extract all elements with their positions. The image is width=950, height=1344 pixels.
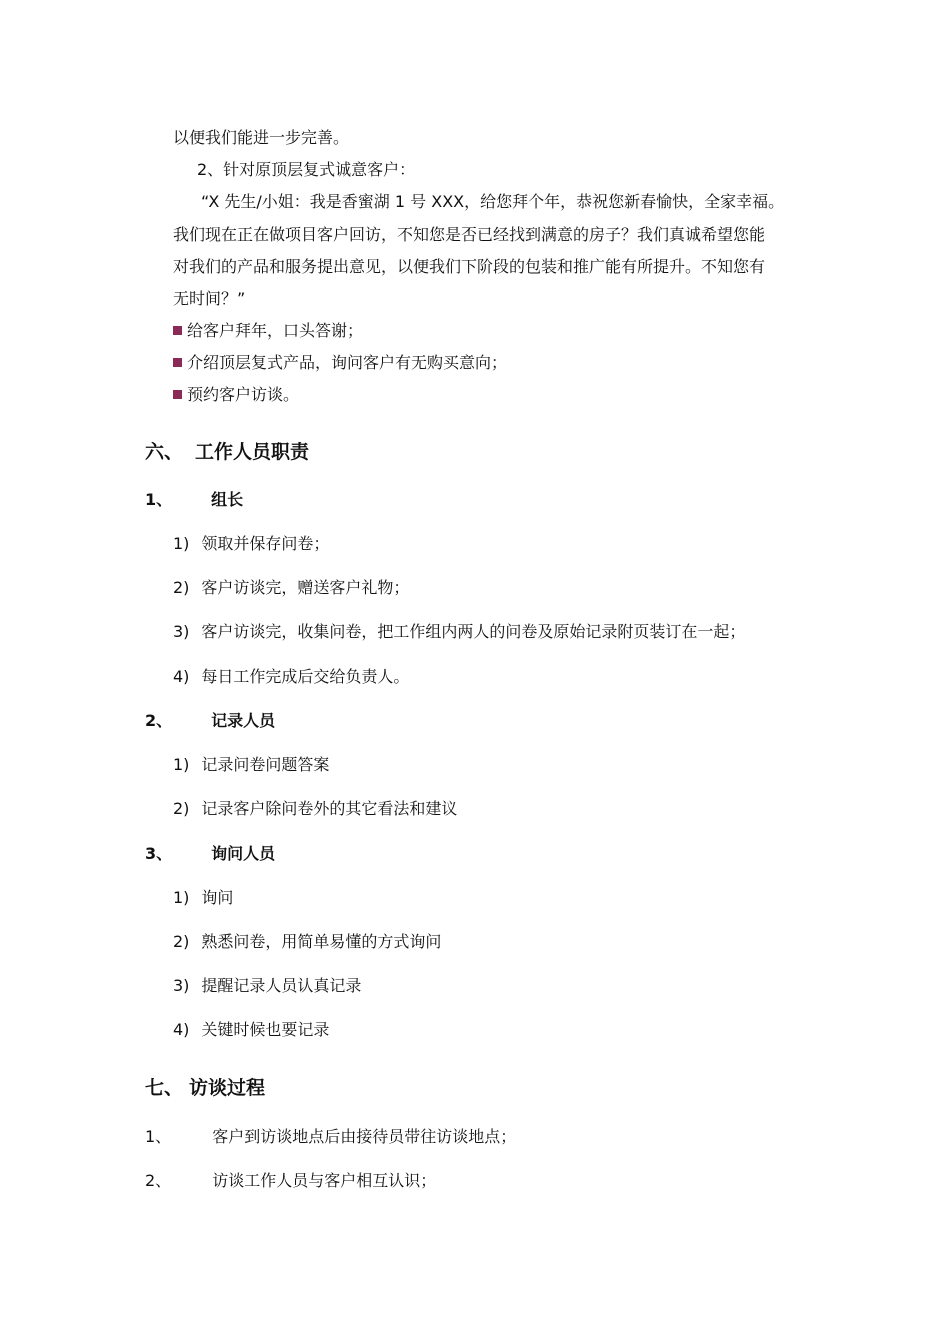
subheading-2: 2、针对原顶层复式诚意客户：: [197, 160, 416, 179]
intro-line: 以便我们能进一步完善。: [173, 128, 350, 147]
section-7-heading: [145, 1076, 265, 1100]
item-text: 记录客户除问卷外的其它看法和建议: [201, 799, 458, 818]
bullet-text: 介绍顶层复式产品，询问客户有无购买意向；: [187, 353, 508, 372]
item-text: 熟悉问卷，用简单易懂的方式询问: [201, 932, 442, 951]
item-number: 2): [173, 932, 190, 951]
step-text: 访谈工作人员与客户相互认识；: [212, 1171, 437, 1190]
quote-line-3: 对我们的产品和服务提出意见，以便我们下阶段的包装和推广能有所提升。不知您有: [173, 257, 766, 276]
item-number: 3): [173, 622, 190, 641]
item-text: 询问: [201, 888, 234, 907]
quote-line-4: 无时间？”: [173, 289, 246, 308]
role-title: 询问人员: [211, 844, 276, 863]
bullet-text: 给客户拜年，口头答谢；: [187, 321, 364, 340]
bullet-item: [173, 384, 299, 406]
item-text: 领取并保存问卷；: [201, 534, 330, 553]
section-number: 七、: [145, 1077, 184, 1099]
role-heading: [145, 489, 243, 511]
step-number: 1、: [145, 1127, 172, 1146]
bullet-item: [173, 352, 507, 374]
role-heading: [145, 710, 275, 732]
list-item: [173, 577, 409, 599]
section-title: 访谈过程: [189, 1077, 266, 1099]
item-number: 3): [173, 976, 190, 995]
item-number: 4): [173, 667, 190, 686]
list-item: [173, 887, 233, 909]
item-text: 客户访谈完，赠送客户礼物；: [201, 578, 410, 597]
item-number: 4): [173, 1020, 190, 1039]
item-text: 每日工作完成后交给负责人。: [201, 667, 410, 686]
role-heading: [145, 843, 275, 865]
item-text: 客户访谈完，收集问卷，把工作组内两人的问卷及原始记录附页装订在一起；: [201, 622, 746, 641]
list-item: [173, 931, 441, 953]
list-item: [173, 533, 329, 555]
bullet-text: 预约客户访谈。: [187, 385, 300, 404]
list-item: [173, 666, 409, 688]
item-text: 关键时候也要记录: [201, 1020, 330, 1039]
role-number: 1、: [145, 490, 173, 509]
list-item: [173, 975, 361, 997]
section-number: 六、: [145, 441, 184, 463]
square-bullet-icon: [173, 358, 182, 367]
role-title: 记录人员: [211, 711, 276, 730]
item-text: 提醒记录人员认真记录: [201, 976, 362, 995]
process-step: [145, 1170, 436, 1192]
item-number: 1): [173, 534, 190, 553]
step-text: 客户到访谈地点后由接待员带往访谈地点；: [212, 1127, 517, 1146]
list-item: [173, 754, 329, 776]
item-text: 记录问卷问题答案: [201, 755, 330, 774]
list-item: [173, 621, 745, 643]
process-step: [145, 1126, 516, 1148]
role-number: 2、: [145, 711, 173, 730]
section-6-heading: [145, 440, 309, 464]
step-number: 2、: [145, 1171, 172, 1190]
section-title: 工作人员职责: [195, 441, 310, 463]
item-number: 1): [173, 755, 190, 774]
role-number: 3、: [145, 844, 173, 863]
list-item: [173, 1019, 329, 1041]
role-title: 组长: [211, 490, 244, 509]
item-number: 2): [173, 799, 190, 818]
bullet-item: [173, 320, 363, 342]
item-number: 1): [173, 888, 190, 907]
square-bullet-icon: [173, 326, 182, 335]
list-item: [173, 798, 457, 820]
quote-line-1: “X 先生/小姐：我是香蜜湖 1 号 XXX，给您拜个年，恭祝您新春愉快，全家幸福。: [201, 192, 785, 211]
square-bullet-icon: [173, 390, 182, 399]
quote-line-2: 我们现在正在做项目客户回访，不知您是否已经找到满意的房子？我们真诚希望您能: [173, 225, 766, 244]
item-number: 2): [173, 578, 190, 597]
